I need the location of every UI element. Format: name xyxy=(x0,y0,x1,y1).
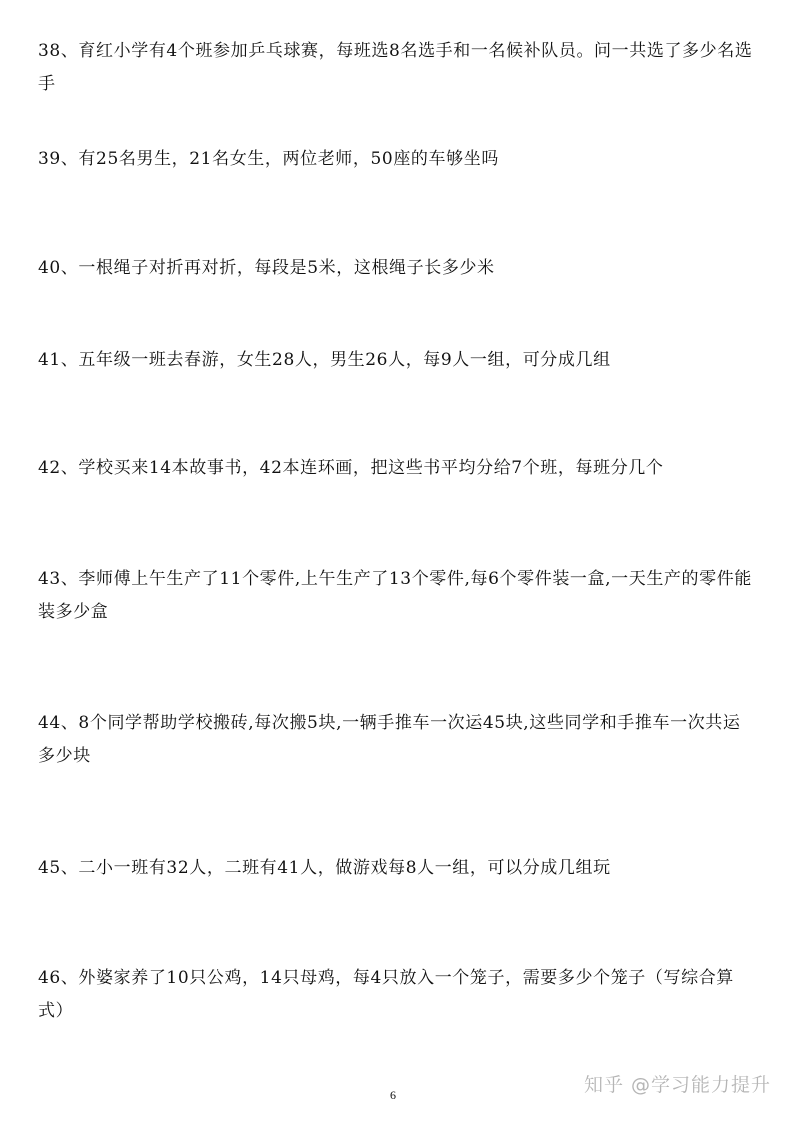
problem-42: 42、学校买来14本故事书，42本连环画，把这些书平均分给7个班，每班分几个 xyxy=(38,458,664,478)
problem-44: 44、8个同学帮助学校搬砖,每次搬5块,一辆手推车一次运45块,这些同学和手推车一次共运多少块 xyxy=(38,713,741,766)
problem-43: 43、李师傅上午生产了11个零件,上午生产了13个零件,每6个零件装一盒,一天生产的零件能装多少盒 xyxy=(38,569,752,622)
problem-45: 45、二小一班有32人，二班有41人，做游戏每8人一组，可以分成几组玩 xyxy=(38,858,611,878)
problem-41: 41、五年级一班去春游，女生28人，男生26人，每9人一组，可分成几组 xyxy=(38,350,611,370)
problem-38: 38、育红小学有4个班参加乒乓球赛，每班选8名选手和一名候补队员。问一共选了多少名选手 xyxy=(38,41,753,94)
problem-39: 39、有25名男生，21名女生，两位老师，50座的车够坐吗 xyxy=(38,149,499,169)
problem-46: 46、外婆家养了10只公鸡，14只母鸡，每4只放入一个笼子，需要多少个笼子（写综合算式） xyxy=(38,968,734,1021)
problem-40: 40、一根绳子对折再对折，每段是5米，这根绳子长多少米 xyxy=(38,258,495,278)
page-number: 6 xyxy=(390,1088,396,1102)
watermark-text: 知乎 @学习能力提升 xyxy=(583,1074,771,1096)
